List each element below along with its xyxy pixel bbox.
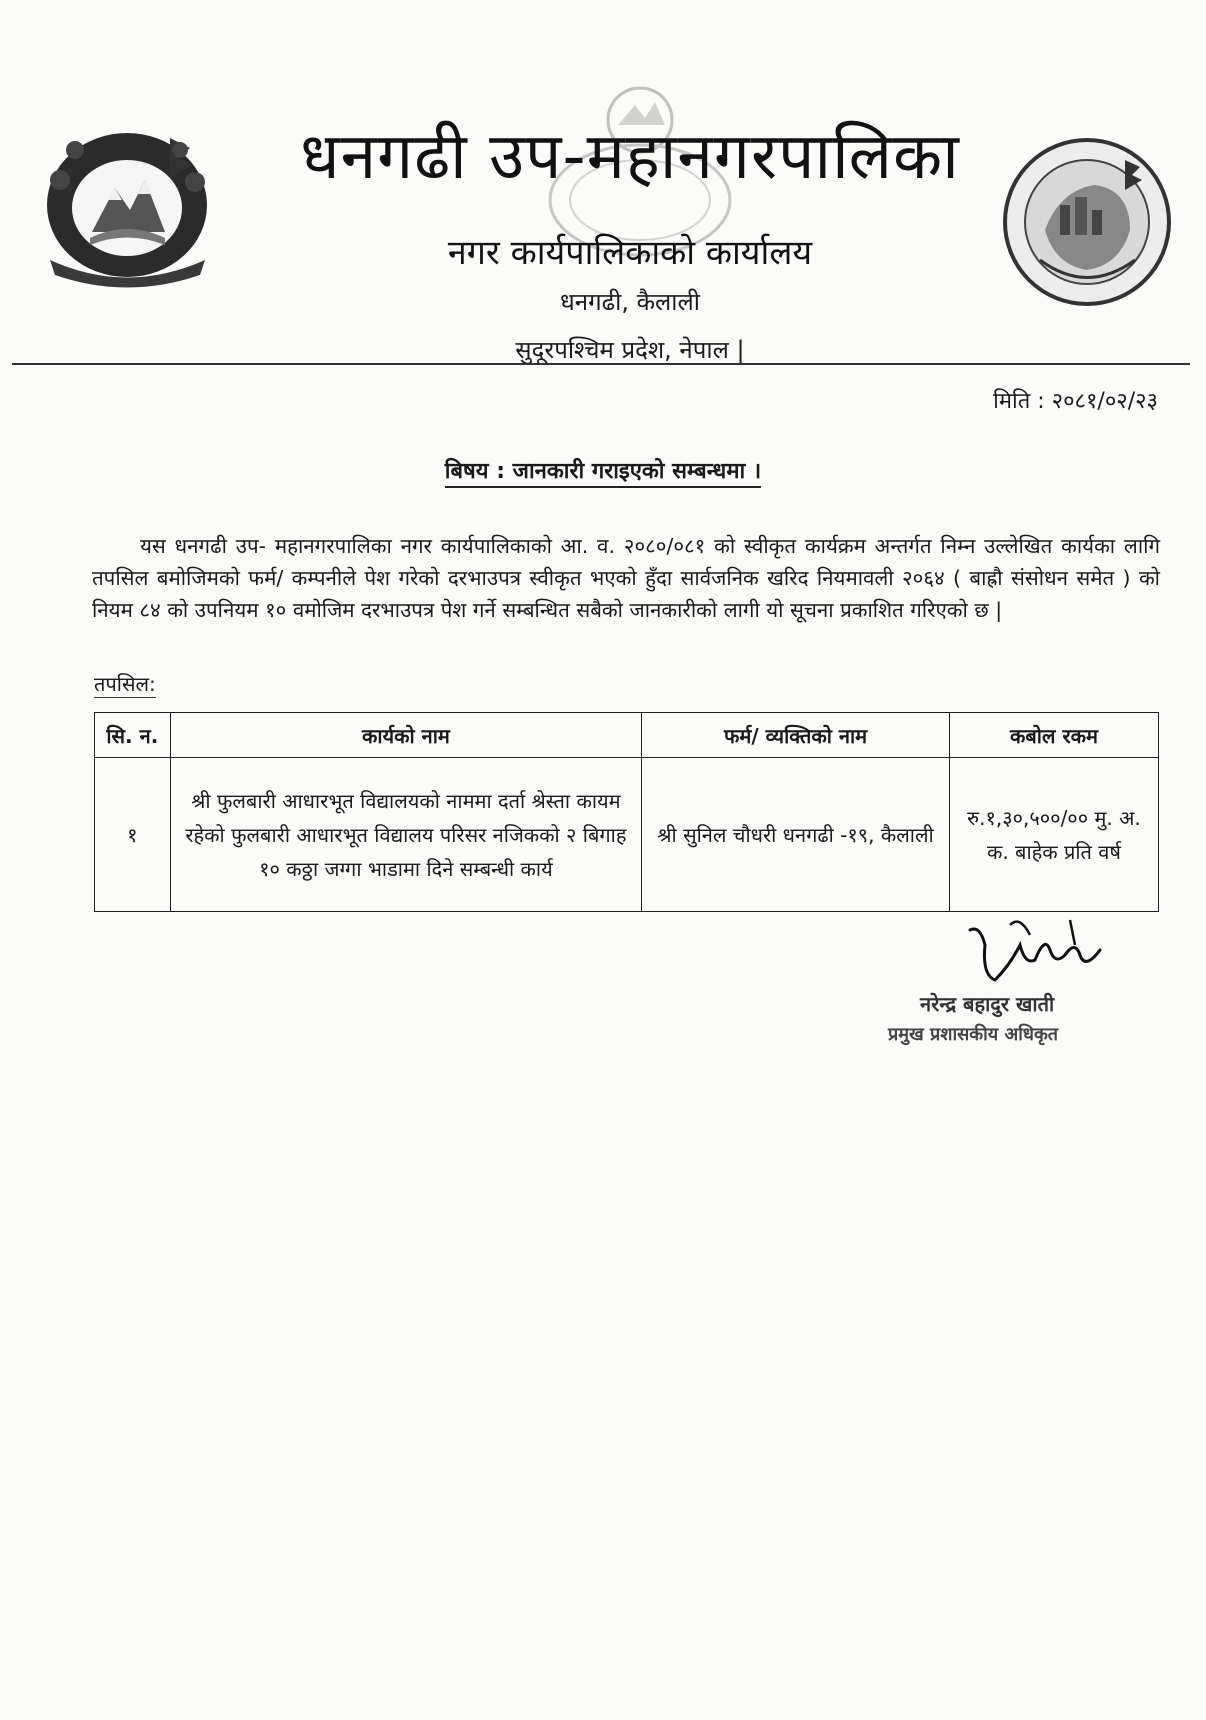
signatory-title: प्रमुख प्रशासकीय अधिकृत	[888, 1024, 1059, 1045]
cell-work-name: श्री फुलबारी आधारभूत विद्यालयको नाममा दर्ता श्रेस्ता कायम रहेको फुलबारी आधारभूत विद्यालय परिसर नजिकको २ बिगाह १० कठ्ठा जग्गा भाडामा दिने सम्बन्धी कार्य	[170, 758, 642, 912]
details-label: तपसिल:	[94, 672, 156, 696]
document-date: मिति : २०८१/०२/२३	[993, 389, 1158, 414]
nepal-coat-of-arms-icon	[20, 120, 235, 295]
table-header-row	[95, 713, 1159, 758]
cell-serial: १	[95, 758, 171, 912]
header-firm-name: फर्म/ व्यक्तिको नाम	[642, 713, 950, 758]
header-divider	[12, 363, 1190, 365]
header-serial: सि. न.	[95, 713, 171, 758]
header-work-name: कार्यको नाम	[170, 713, 642, 758]
address-line-2: सुदूरपश्चिम प्रदेश, नेपाल |	[515, 336, 745, 364]
address-line-1: धनगढी, कैलाली	[560, 288, 700, 316]
header-bid-amount: कबोल रकम	[949, 713, 1158, 758]
details-table	[94, 712, 1159, 912]
subject-text: बिषय : जानकारी गराइएको सम्बन्धमा ।	[445, 459, 761, 488]
cell-firm-name: श्री सुनिल चौधरी धनगढी -१९, कैलाली	[642, 758, 950, 912]
office-subtitle: नगर कार्यपालिकाको कार्यालय	[447, 233, 813, 273]
table-row	[95, 758, 1159, 912]
cell-bid-amount: रु.१,३०,५००/०० मु. अ. क. बाहेक प्रति वर्ष	[949, 758, 1158, 912]
subject-line	[0, 455, 1206, 485]
municipality-seal-icon	[1000, 135, 1175, 310]
signatory-name: नरेन्द्र बहादुर खाती	[920, 992, 1055, 1016]
page-title: धनगढी उप-महानगरपालिका	[300, 120, 960, 194]
body-paragraph: यस धनगढी उप- महानगरपालिका नगर कार्यपालिकाको आ. व. २०८०/०८१ को स्वीकृत कार्यक्रम अन्तर्गत निम्न उल्लेखित कार्यका लागि तपसिल बमोजिमको फर्म/ कम्पनीले पेश गरेको दरभाउपत्र स्वीकृत भएको हुँदा सार्वजनिक खरिद नियमावली २०६४ ( बाह्रौ संसोधन समेत ) को नियम ८४ को उपनियम १० वमोजिम दरभाउपत्र पेश गर्ने सम्बन्धित सबैको जानकारीको लागी यो सूचना प्रकाशित गरिएको छ |	[92, 534, 1160, 622]
